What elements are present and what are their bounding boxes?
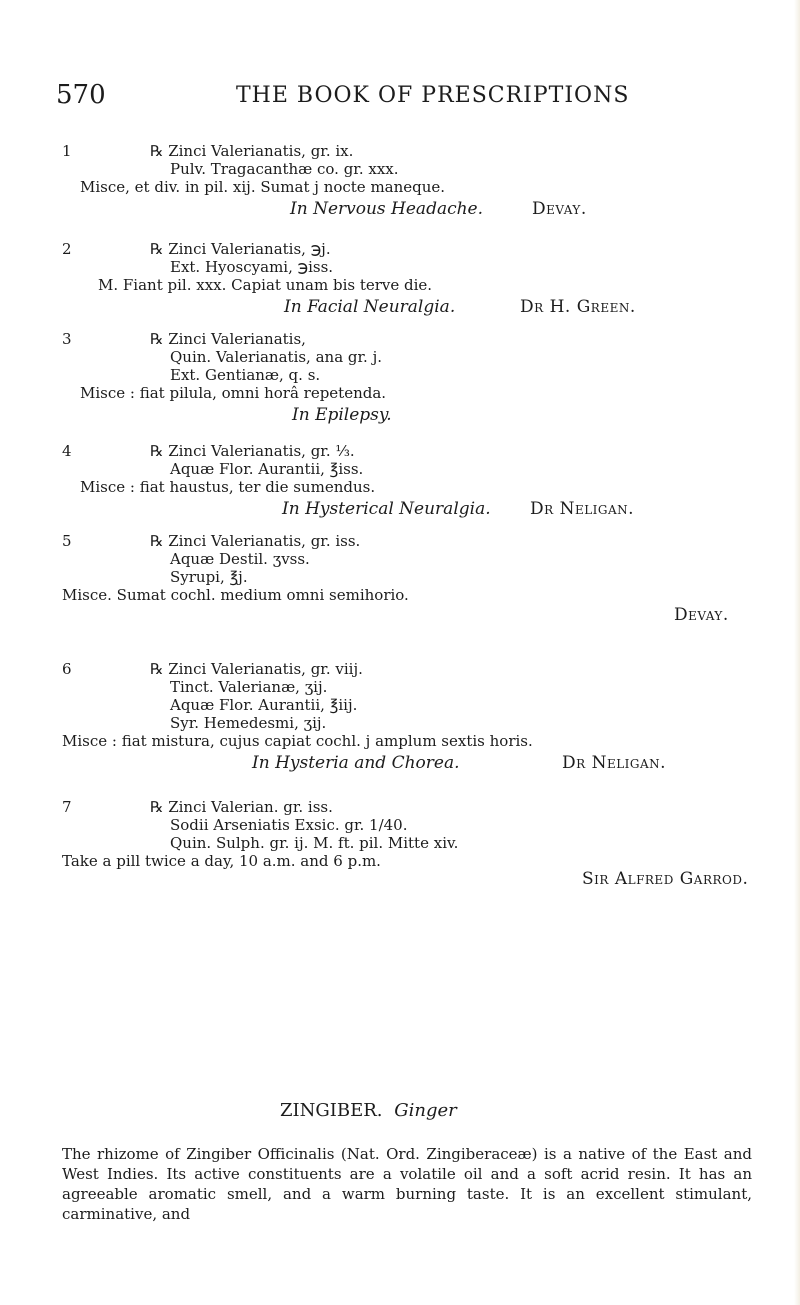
prescription-line: ℞ Zinci Valerianatis, gr. ix.	[150, 142, 354, 160]
section-paragraph: The rhizome of Zingiber Officinalis (Nat. Ord. Zingiberaceæ) is a native of the East and West Indies. Its active constituents are a volatile oil and a soft acrid resin. It has an agreeable aromatic smell, and a warm burning taste. It is an excellent stimulant, carminative, and	[62, 1145, 752, 1223]
prescription-number: 7	[62, 798, 72, 816]
prescription-number: 5	[62, 532, 72, 550]
indication: In Facial Neuralgia.	[284, 297, 456, 317]
prescription-number: 1	[62, 142, 72, 160]
prescription-line: Misce : fiat mistura, cujus capiat cochl. j amplum sextis horis.	[62, 732, 533, 750]
prescription-4	[62, 434, 762, 524]
section-title-text: ZINGIBER.	[280, 1100, 383, 1121]
prescription-number: 3	[62, 330, 72, 348]
prescription-1	[62, 142, 762, 232]
prescription-number: 2	[62, 240, 72, 258]
prescription-line: Tinct. Valerianæ, ʒij.	[170, 678, 328, 696]
source: Dr Neligan.	[530, 499, 635, 519]
section-title-alt: Ginger	[394, 1100, 457, 1121]
prescription-number: 6	[62, 660, 72, 678]
prescription-line: Ext. Gentianæ, q. s.	[170, 366, 321, 384]
prescription-line: ℞ Zinci Valerianatis, gr. ⅓.	[150, 442, 355, 460]
prescription-line: Sodii Arseniatis Exsic. gr. 1/40.	[170, 816, 408, 834]
prescription-line: Quin. Sulph. gr. ij. M. ft. pil. Mitte xiv.	[170, 834, 459, 852]
prescription-line: ℞ Zinci Valerianatis, ℈j.	[150, 240, 331, 258]
prescription-line: Syrupi, ℥j.	[170, 568, 248, 586]
prescription-number: 4	[62, 442, 72, 460]
prescription-7	[62, 790, 762, 920]
source: Devay.	[674, 605, 729, 625]
prescription-6	[62, 642, 762, 772]
prescription-line: ℞ Zinci Valerianatis, gr. viij.	[150, 660, 363, 678]
scan-page-edge	[794, 0, 800, 1305]
indication: In Nervous Headache.	[290, 199, 484, 219]
source: Sir Alfred Garrod.	[582, 869, 749, 889]
running-head: THE BOOK OF PRESCRIPTIONS	[236, 83, 630, 108]
source: Dr Neligan.	[562, 753, 667, 773]
section-title	[280, 1100, 457, 1121]
prescription-line: Ext. Hyoscyami, ℈iss.	[170, 258, 334, 276]
prescription-line: Take a pill twice a day, 10 a.m. and 6 p.m.	[62, 852, 381, 870]
prescription-line: ℞ Zinci Valerianatis,	[150, 330, 306, 348]
prescription-5	[62, 524, 762, 634]
prescription-line: ℞ Zinci Valerian. gr. iss.	[150, 798, 333, 816]
prescription-line: Misce : fiat haustus, ter die sumendus.	[80, 478, 376, 496]
prescription-line: Aquæ Destil. ʒvss.	[170, 550, 310, 568]
prescription-line: Quin. Valerianatis, ana gr. j.	[170, 348, 382, 366]
prescription-3	[62, 322, 762, 425]
source: Devay.	[532, 199, 587, 219]
prescription-line: Pulv. Tragacanthæ co. gr. xxx.	[170, 160, 399, 178]
prescription-line: M. Fiant pil. xxx. Capiat unam bis terve die.	[98, 276, 433, 294]
prescription-line: Aquæ Flor. Aurantii, ℥iij.	[170, 696, 358, 714]
prescription-line: Misce, et div. in pil. xij. Sumat j nocte maneque.	[80, 178, 446, 196]
indication: In Hysteria and Chorea.	[252, 753, 460, 773]
indication: In Epilepsy.	[292, 405, 392, 425]
source: Dr H. Green.	[520, 297, 636, 317]
prescription-line: Misce : fiat pilula, omni horâ repetenda.	[80, 384, 387, 402]
indication: In Hysterical Neuralgia.	[282, 499, 491, 519]
prescription-line: Misce. Sumat cochl. medium omni semihorio.	[62, 586, 409, 604]
prescription-line: ℞ Zinci Valerianatis, gr. iss.	[150, 532, 361, 550]
prescription-2	[62, 232, 762, 322]
page-number: 570	[56, 80, 106, 110]
page-header	[56, 80, 676, 120]
prescription-line: Syr. Hemedesmi, ʒij.	[170, 714, 327, 732]
prescription-line: Aquæ Flor. Aurantii, ℥iss.	[170, 460, 364, 478]
